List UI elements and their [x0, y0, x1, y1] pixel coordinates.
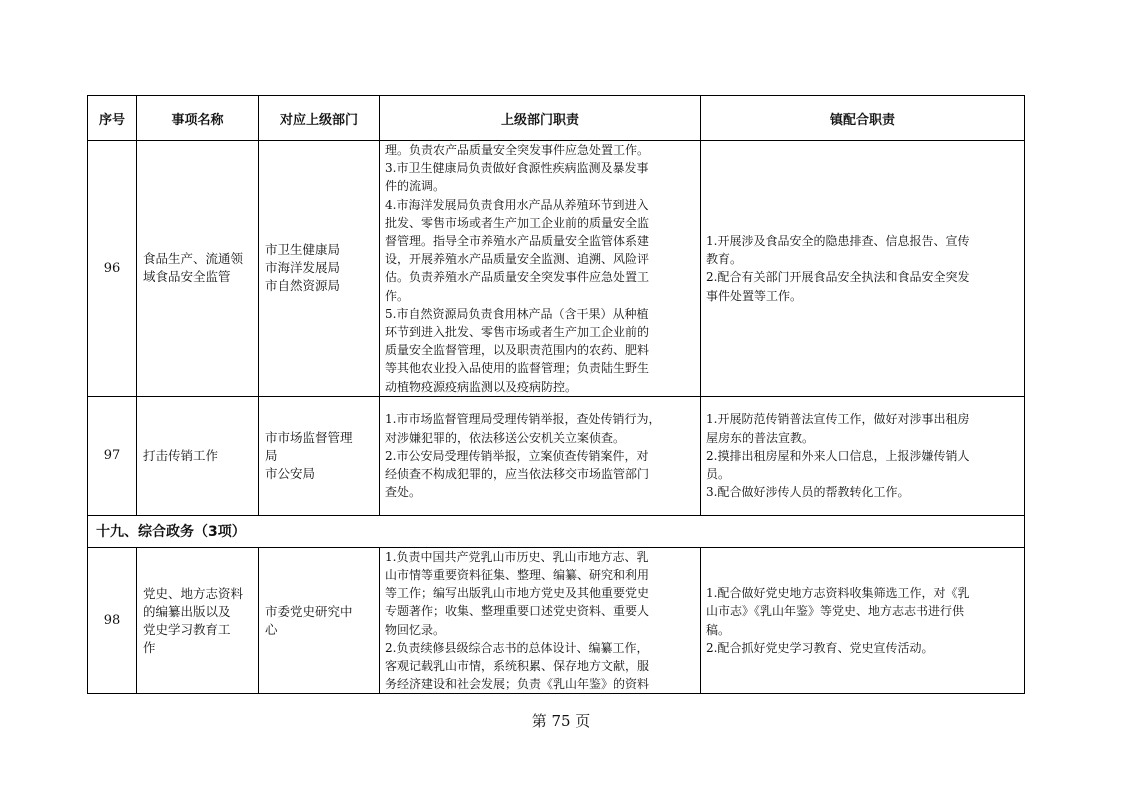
town-line: 2.摸排出租房屋和外来人口信息，上报涉嫌传销人 [706, 448, 970, 463]
town-line: 员。 [706, 466, 731, 481]
header-no: 序号 [88, 96, 137, 141]
duty-line: 等工作；编写出版乳山市地方党史及其他重要党史 [385, 586, 650, 601]
dept-line: 市自然资源局 [265, 278, 341, 294]
upper-dept-cell [259, 547, 380, 694]
page-number: 第 75 页 [531, 712, 591, 730]
row-number: 96 [88, 141, 137, 397]
town-line: 1.配合做好党史地方志资料收集筛选工作，对《乳 [706, 586, 970, 601]
town-duty-cell [701, 396, 1025, 515]
item-name-cell [137, 396, 259, 515]
dept-line: 心 [265, 621, 278, 637]
item-name-line: 的编纂出版以及 [143, 603, 231, 619]
town-line: 教育。 [706, 252, 743, 267]
item-name-line: 食品生产、流通领 [143, 251, 244, 267]
upper-dept-cell [259, 396, 380, 515]
item-name-line: 党史、地方志资料 [143, 585, 244, 601]
town-duty-cell [701, 547, 1025, 694]
item-name-line: 作 [143, 639, 156, 655]
upper-dept-cell [259, 141, 380, 397]
dept-line: 市海洋发展局 [265, 260, 341, 276]
dept-line: 市公安局 [265, 465, 316, 481]
duty-line: 动植物疫源疫病监测以及疫病防控。 [385, 379, 578, 394]
town-line: 屋房东的普法宣教。 [706, 430, 815, 445]
duty-line: 1.市市场监督管理局受理传销举报，查处传销行为， [385, 412, 661, 427]
duty-line: 质量安全监督管理，以及职责范围内的农药、肥料 [385, 343, 650, 358]
table-row [88, 396, 1025, 515]
duty-line: 设，开展养殖水产品质量安全监测、追溯、风险评 [385, 252, 650, 267]
duty-line: 估。负责养殖水产品质量安全突发事件应急处置工 [385, 270, 650, 285]
section-title: 十九、综合政务（3项） [88, 515, 1025, 547]
dept-line: 市委党史研究中 [265, 603, 353, 619]
duty-line: 山市情等重要资料征集、整理、编纂、研究和利用 [385, 568, 650, 583]
town-duty-cell [701, 141, 1025, 397]
duty-line: 1.负责中国共产党乳山市历史、乳山市地方志、乳 [385, 549, 649, 564]
responsibility-table [87, 95, 1025, 694]
table-row [88, 547, 1025, 694]
duty-line: 件的流调。 [385, 179, 446, 194]
town-line: 2.配合抓好党史学习教育、党史宣传活动。 [706, 640, 934, 655]
duty-line: 理。负责农产品质量安全突发事件应急处置工作。 [385, 143, 650, 157]
duty-line: 客观记载乳山市情，系统积累、保存地方文献，服 [385, 659, 650, 674]
town-line: 事件处置等工作。 [706, 288, 803, 303]
item-name-line: 党史学习教育工 [143, 621, 231, 637]
header-upper-duty: 上级部门职责 [380, 96, 701, 141]
header-item-name: 事项名称 [137, 96, 259, 141]
duty-line: 对涉嫌犯罪的，依法移送公安机关立案侦查。 [385, 430, 626, 445]
table-row [88, 141, 1025, 397]
item-name-line: 域食品安全监管 [143, 269, 231, 285]
item-name-line: 打击传销工作 [143, 447, 219, 463]
dept-line: 局 [265, 447, 278, 463]
duty-line: 2.市公安局受理传销举报，立案侦查传销案件，对 [385, 448, 649, 463]
town-line: 2.配合有关部门开展食品安全执法和食品安全突发 [706, 270, 970, 285]
upper-duty-cell [380, 396, 701, 515]
header-town-duty: 镇配合职责 [701, 96, 1025, 141]
table-header-row [88, 96, 1025, 141]
dept-line: 市市场监督管理 [265, 429, 353, 445]
town-line: 1.开展涉及食品安全的隐患排查、信息报告、宣传 [706, 234, 970, 249]
duty-line: 务经济建设和社会发展；负责《乳山年鉴》的资料 [385, 677, 650, 692]
row-number: 98 [88, 547, 137, 694]
upper-duty-cell [380, 141, 701, 397]
duty-line: 等其他农业投入品使用的监督管理；负责陆生野生 [385, 361, 650, 376]
duty-line: 2.负责续修县级综合志书的总体设计、编纂工作， [385, 640, 649, 655]
town-line: 山市志》《乳山年鉴》等党史、地方志志书进行供 [706, 604, 965, 619]
duty-line: 专题著作；收集、整理重要口述党史资料、重要人 [385, 604, 650, 619]
duty-line: 督管理。指导全市养殖水产品质量安全监管体系建 [385, 234, 650, 249]
item-name-cell [137, 547, 259, 694]
town-line: 稿。 [706, 622, 731, 637]
duty-line: 经侦查不构成犯罪的，应当依法移交市场监管部门 [385, 466, 650, 481]
duty-line: 环节到进入批发、零售市场或者生产加工企业前的 [385, 325, 650, 340]
duty-line: 5.市自然资源局负责食用林产品（含干果）从种植 [385, 306, 649, 321]
duty-line: 作。 [385, 288, 410, 303]
header-upper-dept: 对应上级部门 [259, 96, 380, 141]
town-line: 1.开展防范传销普法宣传工作，做好对涉事出租房 [706, 412, 970, 427]
responsibility-table-container [87, 95, 1024, 694]
dept-line: 市卫生健康局 [265, 242, 341, 258]
duty-line: 4.市海洋发展局负责食用水产品从养殖环节到进入 [385, 197, 649, 212]
duty-line: 物回忆录。 [385, 622, 446, 637]
duty-line: 批发、零售市场或者生产加工企业前的质量安全监 [385, 215, 650, 230]
upper-duty-cell [380, 547, 701, 694]
duty-line: 3.市卫生健康局负责做好食源性疾病监测及暴发事 [385, 161, 649, 176]
item-name-cell [137, 141, 259, 397]
section-row [88, 515, 1025, 547]
town-line: 3.配合做好涉传人员的帮教转化工作。 [706, 485, 910, 500]
row-number: 97 [88, 396, 137, 515]
duty-line: 查处。 [385, 485, 422, 500]
